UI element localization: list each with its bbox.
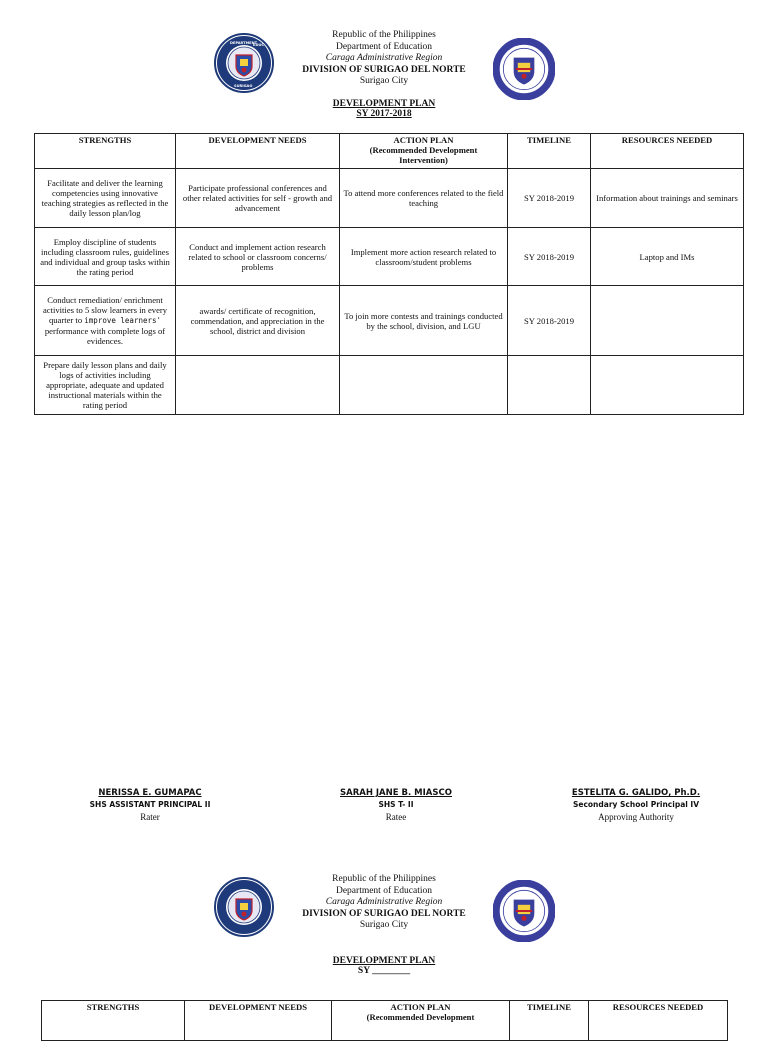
letterhead-1 <box>0 28 768 108</box>
cell-timeline: SY 2018-2019 <box>508 286 591 356</box>
signatory-name: SARAH JANE B. MIASCO <box>340 788 452 798</box>
cell-timeline: SY 2018-2019 <box>508 169 591 228</box>
table-row <box>35 228 744 286</box>
signature-rater <box>50 787 250 823</box>
plan-sy-text: SY ________ <box>357 966 411 976</box>
table-row <box>35 169 744 228</box>
signatory-position: Secondary School Principal IV <box>572 800 700 809</box>
region-line: Caraga Administrative Region <box>325 53 443 63</box>
republic-line: Republic of the Philippines <box>332 30 436 40</box>
signatory-name: NERISSA E. GUMAPAC <box>98 788 202 798</box>
signatory-position: SHS T- II <box>378 800 414 809</box>
header-resources: RESOURCES NEEDED <box>591 134 744 169</box>
signatory-name: ESTELITA G. GALIDO, Ph.D. <box>571 788 701 798</box>
table-header-row <box>35 134 744 169</box>
header-development-needs: DEVELOPMENT NEEDS <box>176 134 340 169</box>
cell-action <box>340 356 508 415</box>
plan-title-text: DEVELOPMENT PLAN <box>332 99 436 109</box>
kagawaran-seal-icon <box>493 880 555 942</box>
table-row <box>35 356 744 415</box>
plan-title-2 <box>0 956 768 976</box>
department-line: Department of Education <box>335 41 433 52</box>
header-action-line3: Intervention) <box>399 155 448 165</box>
cell-resources: Information about trainings and seminars <box>591 169 744 228</box>
header-action-line1: ACTION PLAN <box>393 135 454 145</box>
signatory-role: Rater <box>140 812 160 822</box>
header-strengths: STRENGTHS <box>42 1001 185 1041</box>
cell-strength-pre: Conduct remediation/ enrichment activities to 5 slow learners in every quarter to <box>42 295 168 325</box>
cell-resources: Laptop and IMs <box>591 228 744 286</box>
header-timeline: TIMELINE <box>508 134 591 169</box>
header-action-line2: (Recommended Development <box>366 1012 475 1022</box>
table-header-row <box>42 1001 728 1041</box>
development-plan-table-1 <box>34 133 744 415</box>
division-line: DIVISION OF SURIGAO DEL NORTE <box>302 64 466 75</box>
signatory-role: Approving Authority <box>598 812 674 822</box>
svg-text:EDUC: EDUC <box>253 43 264 47</box>
cell-action: To join more contests and trainings conducted by the school, division, and LGU <box>340 286 508 356</box>
cell-strength-mono: improve learners' <box>84 316 162 325</box>
header-strengths: STRENGTHS <box>35 134 176 169</box>
city-line: Surigao City <box>359 76 409 86</box>
cell-timeline <box>508 356 591 415</box>
svg-text:SURIGAO: SURIGAO <box>234 84 253 88</box>
republic-line: Republic of the Philippines <box>332 874 436 884</box>
cell-strength-post: performance with complete logs of evidences. <box>44 326 166 346</box>
cell-need <box>176 356 340 415</box>
letterhead-text <box>0 874 768 932</box>
signatory-position: SHS ASSISTANT PRINCIPAL II <box>89 800 211 809</box>
header-development-needs: DEVELOPMENT NEEDS <box>185 1001 332 1041</box>
cell-need: Conduct and implement action research related to school or classroom concerns/ problems <box>176 228 340 286</box>
header-action-line1: ACTION PLAN <box>390 1002 451 1012</box>
cell-strength: Prepare daily lesson plans and daily logs of activities including appropriate, adequate and updated instructional materials within the rating period <box>35 356 176 415</box>
letterhead-2 <box>0 872 768 952</box>
kagawaran-seal-icon <box>493 38 555 100</box>
table-row <box>35 286 744 356</box>
cell-need: awards/ certificate of recognition, commendation, and appreciation in the school, district and division <box>176 286 340 356</box>
cell-resources <box>591 356 744 415</box>
cell-strength: Facilitate and deliver the learning competencies using innovative teaching strategies as reflected in the daily lesson plan/log <box>35 169 176 228</box>
cell-need: Participate professional conferences and other related activities for self - growth and advancement <box>176 169 340 228</box>
plan-sy-text: SY 2017-2018 <box>356 109 412 119</box>
cell-action: To attend more conferences related to the field teaching <box>340 169 508 228</box>
signatory-role: Ratee <box>385 812 407 822</box>
plan-title-text: DEVELOPMENT PLAN <box>332 956 436 966</box>
cell-timeline: SY 2018-2019 <box>508 228 591 286</box>
cell-strength: Employ discipline of students including classroom rules, guidelines and individual and group tasks within the rating period <box>35 228 176 286</box>
department-line: Department of Education <box>335 885 433 896</box>
cell-action: Implement more action research related to classroom/student problems <box>340 228 508 286</box>
development-plan-table-2 <box>41 1000 728 1041</box>
signature-approving-authority <box>536 787 736 823</box>
cell-strength <box>35 286 176 356</box>
cell-resources <box>591 286 744 356</box>
header-action-plan <box>340 134 508 169</box>
header-action-plan <box>332 1001 510 1041</box>
letterhead-text <box>0 30 768 88</box>
header-action-line2: (Recommended Development <box>369 145 478 155</box>
signature-ratee <box>296 787 496 823</box>
header-timeline: TIMELINE <box>510 1001 589 1041</box>
division-line: DIVISION OF SURIGAO DEL NORTE <box>302 908 466 919</box>
city-line: Surigao City <box>359 920 409 930</box>
plan-title-1 <box>0 99 768 119</box>
header-resources: RESOURCES NEEDED <box>589 1001 728 1041</box>
region-line: Caraga Administrative Region <box>325 897 443 907</box>
svg-text:DEPARTMENT: DEPARTMENT <box>230 41 258 45</box>
